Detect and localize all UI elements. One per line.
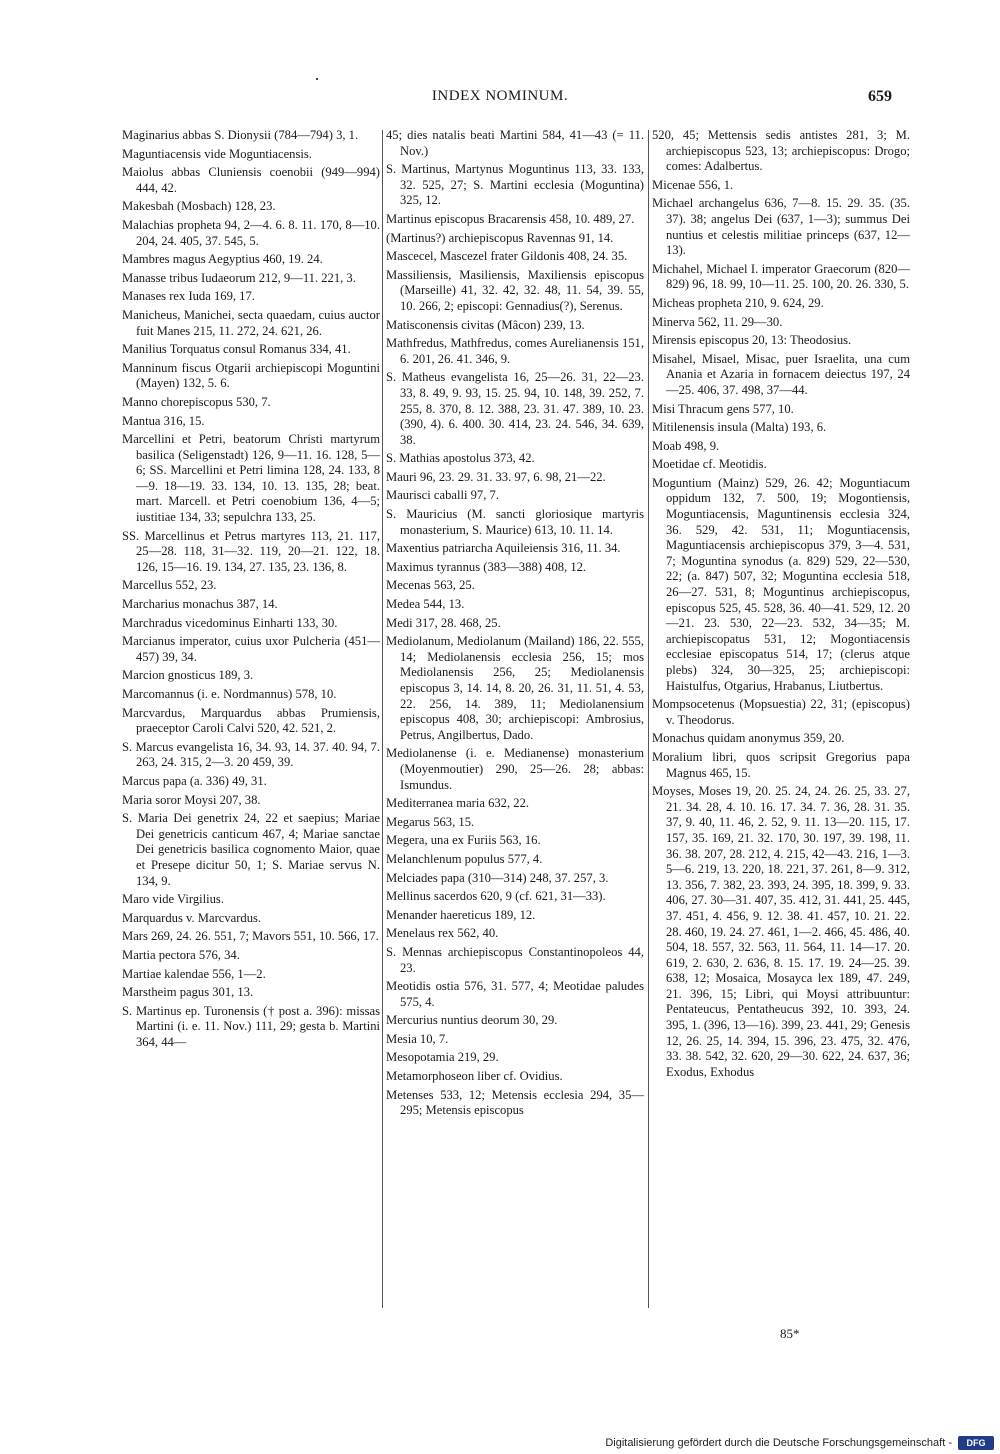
index-entry: Marquardus v. Marcvardus. <box>122 910 262 925</box>
index-entry: Misahel, Misael, Misac, puer Israelita, una cum Anania et Azaria in fornacem deiectus 197, 24—25. 406, 37. 498, 37—44. <box>652 351 910 397</box>
index-entry: S. Marcus evangelista 16, 34. 93, 14. 37. 40. 94, 7. 263, 24. 315, 2—3. 20 459, 39. <box>122 739 380 770</box>
index-entry: Mellinus sacerdos 620, 9 (cf. 621, 31—33). <box>386 889 606 904</box>
index-entry: Mambres magus Aegyptius 460, 19. 24. <box>122 252 323 267</box>
index-entry: Mediterranea maria 632, 22. <box>386 796 530 811</box>
index-entry: 45; dies natalis beati Martini 584, 41—43 (= 11. Nov.) <box>386 128 644 158</box>
index-entry: Manninum fiscus Otgarii archiepiscopi Moguntini (Mayen) 132, 5. 6. <box>122 360 380 391</box>
index-entry: Menelaus rex 562, 40. <box>386 926 499 941</box>
index-entry: Meotidis ostia 576, 31. 577, 4; Meotidae paludes 575, 4. <box>386 979 644 1009</box>
index-entry: Moguntium (Mainz) 529, 26. 42; Moguntiacum oppidum 132, 7. 500, 19; Mogontiensis, Moguntiacensis, Maguntinensis ecclesia 324, 36. 529, 42. 531, 11; Moguntiacensis, Maguntiacensis archiepiscopus 379, 3—4. 531, 7; Moguntina synodus (a. 829) 529, 22—530, 22; (a. 847) 507, 32; Moguntina ecclesia 518, 26—27. 531, 8; Moguntinus archiepiscopus, episcopus 525, 45. 528, 36. 40—41. 529, 12. 20—21. 23. 530, 22—23. 532, 34—35; M. archiepiscopatus 531, 12; Mogontiacensis ecclesiae episcopatus 514, 17; (clerus atque plebs) 324, 30—325, 25; archiepiscopi: Haistulfus, Otgarius, Hrabanus, Liutbertus. <box>652 475 910 693</box>
index-entry: Mitilenensis insula (Malta) 193, 6. <box>652 420 827 435</box>
dfg-logo: DFG <box>958 1436 994 1450</box>
index-entry: S. Mathias apostolus 373, 42. <box>386 451 535 466</box>
index-entry: Mediolanense (i. e. Medianense) monasterium (Moyenmoutier) 290, 25—26. 28; abbas: Ismundus. <box>386 746 644 792</box>
index-entry: S. Mennas archiepiscopus Constantinopoleos 44, 23. <box>386 944 644 975</box>
index-entry: Marcianus imperator, cuius uxor Pulcheria (451—457) 39, 34. <box>122 634 380 664</box>
index-entry: Martinus episcopus Bracarensis 458, 10. 489, 27. <box>386 211 635 226</box>
index-entry: Marcion gnosticus 189, 3. <box>122 668 254 683</box>
index-entry: Manicheus, Manichei, secta quaedam, cuius auctor fuit Manes 215, 11. 272, 24. 621, 26. <box>122 307 380 338</box>
index-entry: Marcus papa (a. 336) 49, 31. <box>122 773 267 788</box>
index-entry: S. Mauricius (M. sancti gloriosique martyris monasterium, S. Maurice) 613, 10. 11. 14. <box>386 507 644 537</box>
index-entry: Malachias propheta 94, 2—4. 6. 8. 11. 170, 8—10. 204, 24. 405, 37. 545, 5. <box>122 217 380 248</box>
index-entry: Monachus quidam anonymus 359, 20. <box>652 731 845 746</box>
index-entry: Micheas propheta 210, 9. 624, 29. <box>652 295 824 310</box>
index-entry: Manases rex Iuda 169, 17. <box>122 289 255 304</box>
index-entry: Moab 498, 9. <box>652 438 720 453</box>
index-entry: Maiolus abbas Cluniensis coenobii (949—994) 444, 42. <box>122 165 380 195</box>
index-column-2 <box>386 128 644 1122</box>
index-entry: Micenae 556, 1. <box>652 177 734 192</box>
index-entry: Maro vide Virgilius. <box>122 892 224 907</box>
index-entry: Mercurius nuntius deorum 30, 29. <box>386 1013 558 1028</box>
index-entry: Marcharius monachus 387, 14. <box>122 597 278 612</box>
index-entry: Medi 317, 28. 468, 25. <box>386 615 501 630</box>
page-number: 659 <box>868 88 892 105</box>
index-entry: Maurisci caballi 97, 7. <box>386 488 499 503</box>
index-entry: Metamorphoseon liber cf. Ovidius. <box>386 1069 563 1084</box>
index-entry: Menander haereticus 189, 12. <box>386 907 536 922</box>
index-entry: Mesopotamia 219, 29. <box>386 1050 499 1065</box>
index-entry: Mascecel, Mascezel frater Gildonis 408, 24. 35. <box>386 249 628 264</box>
index-entry: Mantua 316, 15. <box>122 413 205 428</box>
index-entry: Mathfredus, Mathfredus, comes Aurelianensis 151, 6. 201, 26. 41. 346, 9. <box>386 336 644 366</box>
index-entry: Mauri 96, 23. 29. 31. 33. 97, 6. 98, 21—22. <box>386 469 606 484</box>
index-entry: Manilius Torquatus consul Romanus 334, 41. <box>122 342 351 357</box>
index-entry: S. Matheus evangelista 16, 25—26. 31, 22—23. 33, 8. 49, 9. 93, 15. 25. 94, 10. 148, 39. 252, 7. 255, 8. 370, 8. 12. 388, 23. 31. 47. 389, 10. 23. (390, 4). 6. 400. 30. 414, 23. 24. 546, 34. 639, 38. <box>386 370 644 447</box>
index-entry: Mediolanum, Mediolanum (Mailand) 186, 22. 555, 14; Mediolanensis ecclesia 256, 15; mos Mediolanensis 256, 25; Mediolanensis episcopus 3, 14. 14, 8. 20, 26. 31, 11. 51, 4. 53, 22. 256, 14. 389, 11; Mediolanensium episcopus 408, 30; archiepiscopi: Ambrosius, Petrus, Angilbertus, Dado. <box>386 634 644 742</box>
index-entry: Megarus 563, 15. <box>386 814 475 829</box>
print-speck <box>316 78 318 80</box>
index-entry: Manasse tribus Iudaeorum 212, 9—11. 221, 3. <box>122 270 356 285</box>
index-entry: Minerva 562, 11. 29—30. <box>652 314 783 329</box>
index-entry: Melanchlenum populus 577, 4. <box>386 851 543 866</box>
index-entry: Michael archangelus 636, 7—8. 15. 29. 35. (35. 37). 38; angelus Dei (637, 1—3); summus Dei nuntius et celestis militiae princeps (637, 12—13). <box>652 196 910 258</box>
index-entry: Marcomannus (i. e. Nordmannus) 578, 10. <box>122 687 337 701</box>
index-entry: Marcellus 552, 23. <box>122 578 217 593</box>
index-entry: Maguntiacensis vide Moguntiacensis. <box>122 146 312 161</box>
footer-credit: Digitalisierung gefördert durch die Deutsche Forschungsgemeinschaft - <box>605 1437 952 1449</box>
index-entry: Maria soror Moysi 207, 38. <box>122 792 261 807</box>
index-entry: 520, 45; Mettensis sedis antistes 281, 3; M. archiepiscopus 523, 13; archiepiscopus: Drogo; comes: Adalbertus. <box>652 128 910 174</box>
column-rule-right <box>648 130 649 1308</box>
index-entry: Moyses, Moses 19, 20. 25. 24, 24. 26. 25, 33. 27, 21. 34. 28, 4. 10. 16. 17. 34. 7. 36, 28. 31. 35. 37, 9. 40, 11. 46, 2. 52, 9. 11. 13—20. 115, 17. 157, 35. 169, 21. 32. 170, 30. 197, 39. 198, 11. 36. 38. 207, 28. 212, 4. 215, 42—43. 216, 1—3. 5—6. 219, 13. 220, 18. 221, 37. 261, 8—9. 312, 13. 356, 7. 382, 23. 393, 24. 395, 18. 399, 9. 33. 406, 27. 30—31. 407, 35. 412, 31. 441, 25. 445, 37. 451, 4. 456, 9. 12. 38. 41. 457, 10. 21. 22. 28. 460, 19. 24. 27. 461, 1—2. 466, 45. 486, 40. 504, 18. 557, 32. 563, 11. 564, 11. 14—17. 20. 619, 2. 630, 2. 636, 8. 15. 17. 19. 24—25. 39. 638, 12; Mosaica, Mosayca lex 189, 47. 249, 21. 396, 15; Libri, qui Moysi attribuuntur: Pentateucus, Pentatheucus 392, 10. 393, 24. 395, 1. (396, 13—16). 399, 23. 441, 29; Genesis 12, 26. 25, 14. 394, 15. 396, 23. 475, 32. 476, 33. 38. 542, 32. 620, 29—30. 622, 24. 637, 36; Exodus, Exhodus <box>652 784 910 1079</box>
index-entry: Maximus tyrannus (383—388) 408, 12. <box>386 559 587 574</box>
index-entry: Mompsocetenus (Mopsuestia) 22, 31; (episcopus) v. Theodorus. <box>652 697 910 727</box>
index-entry: (Martinus?) archiepiscopus Ravennas 91, 14. <box>386 230 614 245</box>
index-entry: Marcvardus, Marquardus abbas Prumiensis, praeceptor Caroli Calvi 520, 42. 521, 2. <box>122 705 380 736</box>
index-entry: Manno chorepiscopus 530, 7. <box>122 394 271 409</box>
index-entry: S. Martinus, Martynus Moguntinus 113, 33. 133, 32. 525, 27; S. Martini ecclesia (Moguntina) 325, 12. <box>386 162 644 208</box>
index-entry: Marchradus vicedominus Einharti 133, 30. <box>122 615 338 630</box>
index-entry: Moralium libri, quos scripsit Gregorius papa Magnus 465, 15. <box>652 749 910 780</box>
index-entry: Mecenas 563, 25. <box>386 578 475 593</box>
index-entry: Mirensis episcopus 20, 13: Theodosius. <box>652 333 852 348</box>
index-entry: Mesia 10, 7. <box>386 1031 449 1046</box>
index-entry: Martia pectora 576, 34. <box>122 947 240 962</box>
column-rule-left <box>382 130 383 1308</box>
index-entry: Metenses 533, 12; Metensis ecclesia 294, 35—295; Metensis episcopus <box>386 1087 644 1118</box>
digitization-footer <box>0 1432 1000 1454</box>
index-entry: Mars 269, 24. 26. 551, 7; Mavors 551, 10. 566, 17. <box>122 929 379 944</box>
signature-mark: 85* <box>780 1326 800 1341</box>
index-entry: Martiae kalendae 556, 1—2. <box>122 966 266 981</box>
index-column-3 <box>652 128 910 1083</box>
running-head: INDEX NOMINUM. <box>431 88 569 104</box>
index-entry: Marcellini et Petri, beatorum Christi martyrum basilica (Seligenstadt) 126, 9—11. 16. 128, 5—6; SS. Marcellini et Petri limina 128, 24. 133, 8—9. 18—19. 33. 134, 10. 13. 135, 28; beat. mart. Marcell. et Petri coenobium 136, 4—5; iustitiae 134, 33; sepulchra 133, 25. <box>122 432 380 525</box>
index-entry: Moetidae cf. Meotidis. <box>652 457 767 472</box>
index-entry: Melciades papa (310—314) 248, 37. 257, 3. <box>386 870 609 885</box>
index-entry: Maxentius patriarcha Aquileiensis 316, 11. 34. <box>386 541 621 556</box>
index-entry: Marstheim pagus 301, 13. <box>122 985 254 1000</box>
index-entry: Matisconensis civitas (Mâcon) 239, 13. <box>386 317 585 332</box>
index-entry: S. Maria Dei genetrix 24, 22 et saepius; Mariae Dei genetricis canticum 467, 4; Mariae sanctae Dei genetricis basilica cognomento Maior, quae et Presepe dicitur 50, 1; S. Mariae servus N. 134, 9. <box>122 811 380 888</box>
index-entry: Michahel, Michael I. imperator Graecorum (820—829) 96, 18. 99, 10—11. 25. 100, 20. 26. 330, 5. <box>652 261 910 292</box>
index-column-1 <box>122 128 380 1053</box>
index-entry: Megera, una ex Furiis 563, 16. <box>386 833 541 848</box>
index-entry: SS. Marcellinus et Petrus martyres 113, 21. 117, 25—28. 118, 31—32. 119, 20—21. 122, 18. 126, 15—16. 19. 134, 27. 135, 23. 136, 8. <box>122 528 380 574</box>
index-entry: Maginarius abbas S. Dionysii (784—794) 3, 1. <box>122 128 359 142</box>
index-entry: Medea 544, 13. <box>386 597 465 612</box>
index-entry: S. Martinus ep. Turonensis († post a. 396): missas Martini (i. e. 11. Nov.) 111, 29; gesta b. Martini 364, 44— <box>122 1003 380 1049</box>
index-entry: Massiliensis, Masiliensis, Maxiliensis episcopus (Marseille) 41, 32. 42, 32. 48, 11. 54, 39. 55, 10. 266, 2; episcopi: Gennadius(?), Serenus. <box>386 267 644 313</box>
index-entry: Misi Thracum gens 577, 10. <box>652 401 794 416</box>
index-entry: Makesbah (Mosbach) 128, 23. <box>122 199 276 214</box>
